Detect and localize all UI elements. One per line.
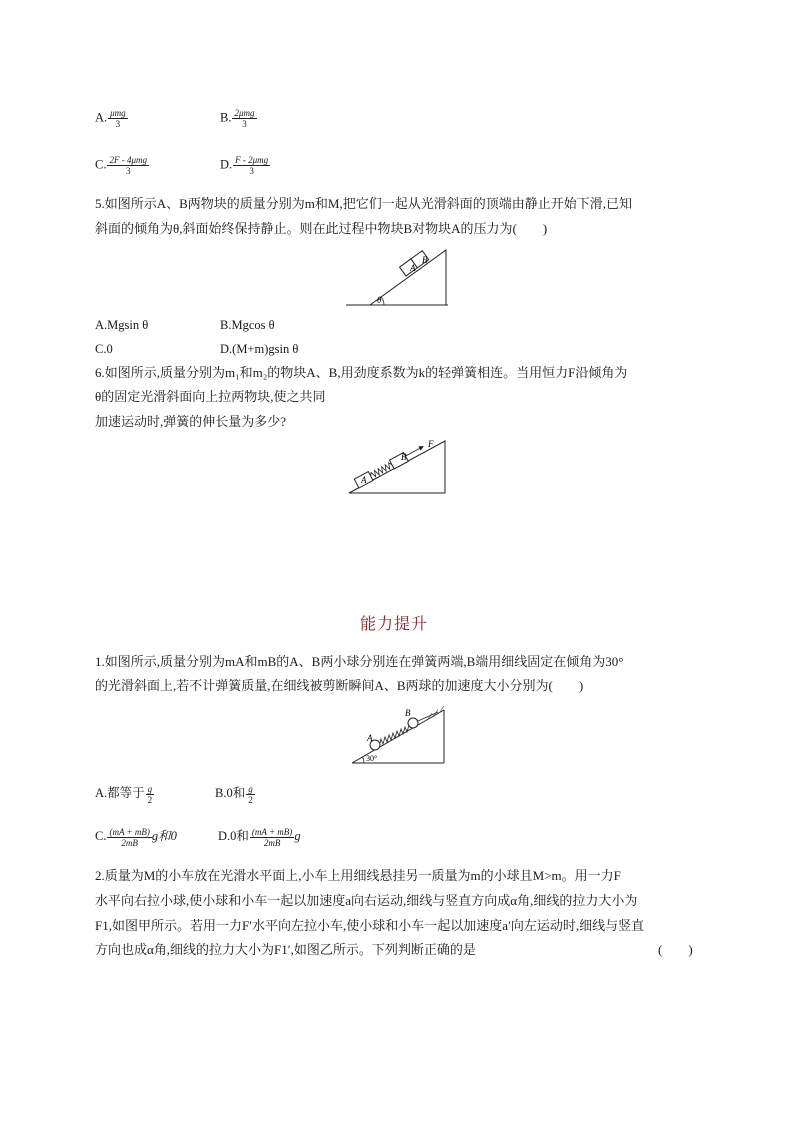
q6-force-arrowhead bbox=[418, 444, 425, 451]
q6-text-line2: θ的固定光滑斜面向上拉两物块,使之共同 bbox=[95, 389, 326, 404]
p1-text-line1: 1.如图所示,质量分别为mA和mB的A、B两小球分别连在弹簧两端,B端用细线固定在倾角为30° bbox=[95, 654, 624, 669]
p2-text-line4: 方向也成α角,细线的拉力大小为F1′,如图乙所示。下列判断正确的是 bbox=[95, 942, 476, 957]
p2-text-line2: 水平向右拉小球,使小球和小车一起以加速度a向右运动,细线与竖直方向成α角,细线的拉力大小为 bbox=[95, 893, 638, 908]
p1-ball-b bbox=[408, 718, 418, 728]
q5-text-line1: 5.如图所示A、B两物块的质量分别为m和M,把它们一起从光滑斜面的顶端由静止开始下滑,已知 bbox=[95, 196, 632, 211]
p1-option-c: C. $\frac{(mA + mB)}{2mB}$ g和0 bbox=[95, 826, 177, 848]
p1-incline-figure bbox=[350, 700, 446, 766]
p1-option-d: D.0和 $\frac{(mA + mB)}{2mB}$ g bbox=[218, 826, 301, 848]
q6-spring bbox=[369, 462, 393, 479]
q5-option-a: A.Mgsin θ bbox=[95, 318, 149, 332]
q6-label-a: A bbox=[361, 475, 367, 485]
p1-angle-label: 30° bbox=[366, 754, 378, 763]
q5-incline-figure bbox=[340, 244, 452, 308]
p1-label-b: B bbox=[405, 708, 411, 718]
p2-text-line3: F1,如图甲所示。若用一力F′水平向左拉小车,使小球和小车一起以加速度a′向左运动时,细线与竖直 bbox=[95, 918, 645, 933]
q6-label-b: B bbox=[401, 452, 407, 462]
p1-option-b: B.0和 $\frac{g}{2}$ bbox=[215, 783, 253, 805]
q4-option-d: D. $\frac{\text{F - 2μmg}}{3}$ bbox=[220, 155, 269, 176]
q6-text-line3: 加速运动时,弹簧的伸长量为多少? bbox=[95, 414, 287, 429]
q4-option-b: B. $\frac{\text{2μmg}}{3}$ bbox=[220, 108, 255, 129]
q5-angle-label: θ bbox=[377, 295, 382, 305]
p2-answer-paren: ( ) bbox=[658, 942, 693, 957]
q6-force-arrow bbox=[405, 448, 419, 456]
p1-label-a: A bbox=[367, 733, 373, 743]
q5-label-a: A bbox=[410, 263, 416, 273]
q5-text-line2: 斜面的倾角为θ,斜面始终保持静止。则在此过程中物块B对物块A的压力为( ) bbox=[95, 221, 548, 236]
section-title: 能力提升 bbox=[360, 614, 429, 633]
q6-text-line1: 6.如图所示,质量分别为m₁和m₂的物块A、B,用劲度系数为k的轻弹簧相连。当用恒力F沿倾角为 bbox=[95, 365, 628, 380]
q6-label-f: F bbox=[428, 439, 434, 449]
p1-spring bbox=[380, 725, 409, 744]
q5-angle-arc bbox=[381, 297, 384, 305]
q5-option-d: D.(M+m)gsin θ bbox=[220, 342, 299, 356]
q4-option-c: C. $\frac{\text{2F - 4μmg}}{3}$ bbox=[95, 155, 147, 176]
q6-incline-figure bbox=[347, 438, 449, 496]
p1-text-line2: 的光滑斜面上,若不计弹簧质量,在细线被剪断瞬间A、B两球的加速度大小分别为( ) bbox=[95, 678, 584, 693]
p2-text-line1: 2.质量为M的小车放在光滑水平面上,小车上用细线悬挂另一质量为m的小球且M>m。用一力F bbox=[95, 868, 621, 883]
q5-option-c: C.0 bbox=[95, 342, 113, 356]
q5-label-b: B bbox=[422, 255, 428, 265]
q5-option-b: B.Mgcos θ bbox=[220, 318, 275, 332]
p1-angle-arc bbox=[363, 757, 365, 763]
q4-option-a: A. $\frac{\text{μmg}}{3}$ bbox=[95, 108, 126, 129]
p1-option-a: A.都等于 $\frac{g}{2}$ bbox=[95, 783, 153, 805]
